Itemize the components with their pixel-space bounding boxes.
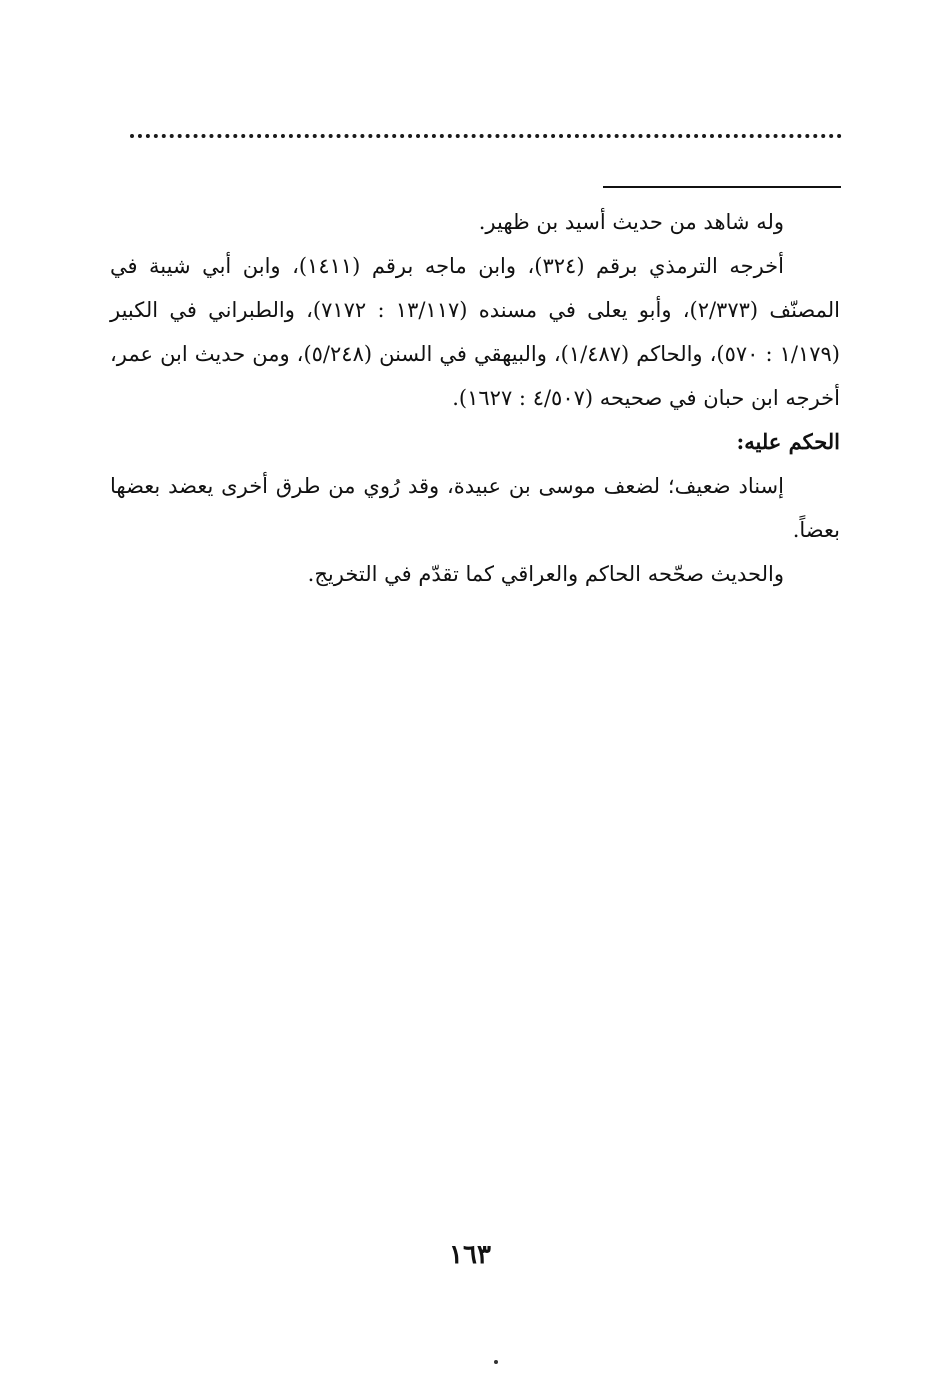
authentication-paragraph: والحديث صحّحه الحاكم والعراقي كما تقدّم في التخريج. xyxy=(307,562,784,586)
footnote-paragraph-witness: وله شاهد من حديث أسيد بن ظهير. xyxy=(478,210,784,234)
ruling-paragraph: إسناد ضعيف؛ لضعف موسى بن عبيدة، وقد رُوي من طرق أخرى يعضد بعضها بعضاً. xyxy=(110,474,840,542)
page-number: ١٦٣ xyxy=(449,1240,491,1270)
dotted-separator xyxy=(130,134,842,138)
scan-speck xyxy=(494,1360,498,1364)
footnote-separator-line xyxy=(603,186,841,188)
ruling-heading: الحكم عليه: xyxy=(736,429,840,454)
footnote-text-block xyxy=(110,200,840,596)
footnote-paragraph-takhrij: أخرجه الترمذي برقم (٣٢٤)، وابن ماجه برقم (١٤١١)، وابن أبي شيبة في المصنّف (٢/٣٧٣)، وأبو يعلى في مسنده (١٣/١١٧ : ٧١٧٢)، والطبراني في الكبير (١/١٧٩ : ٥٧٠)، والحاكم (١/٤٨٧)، والبيهقي في السنن (٥/٢٤٨)، ومن حديث ابن عمر، أخرجه ابن حبان في صحيحه (٤/٥٠٧ : ١٦٢٧). xyxy=(110,254,841,410)
